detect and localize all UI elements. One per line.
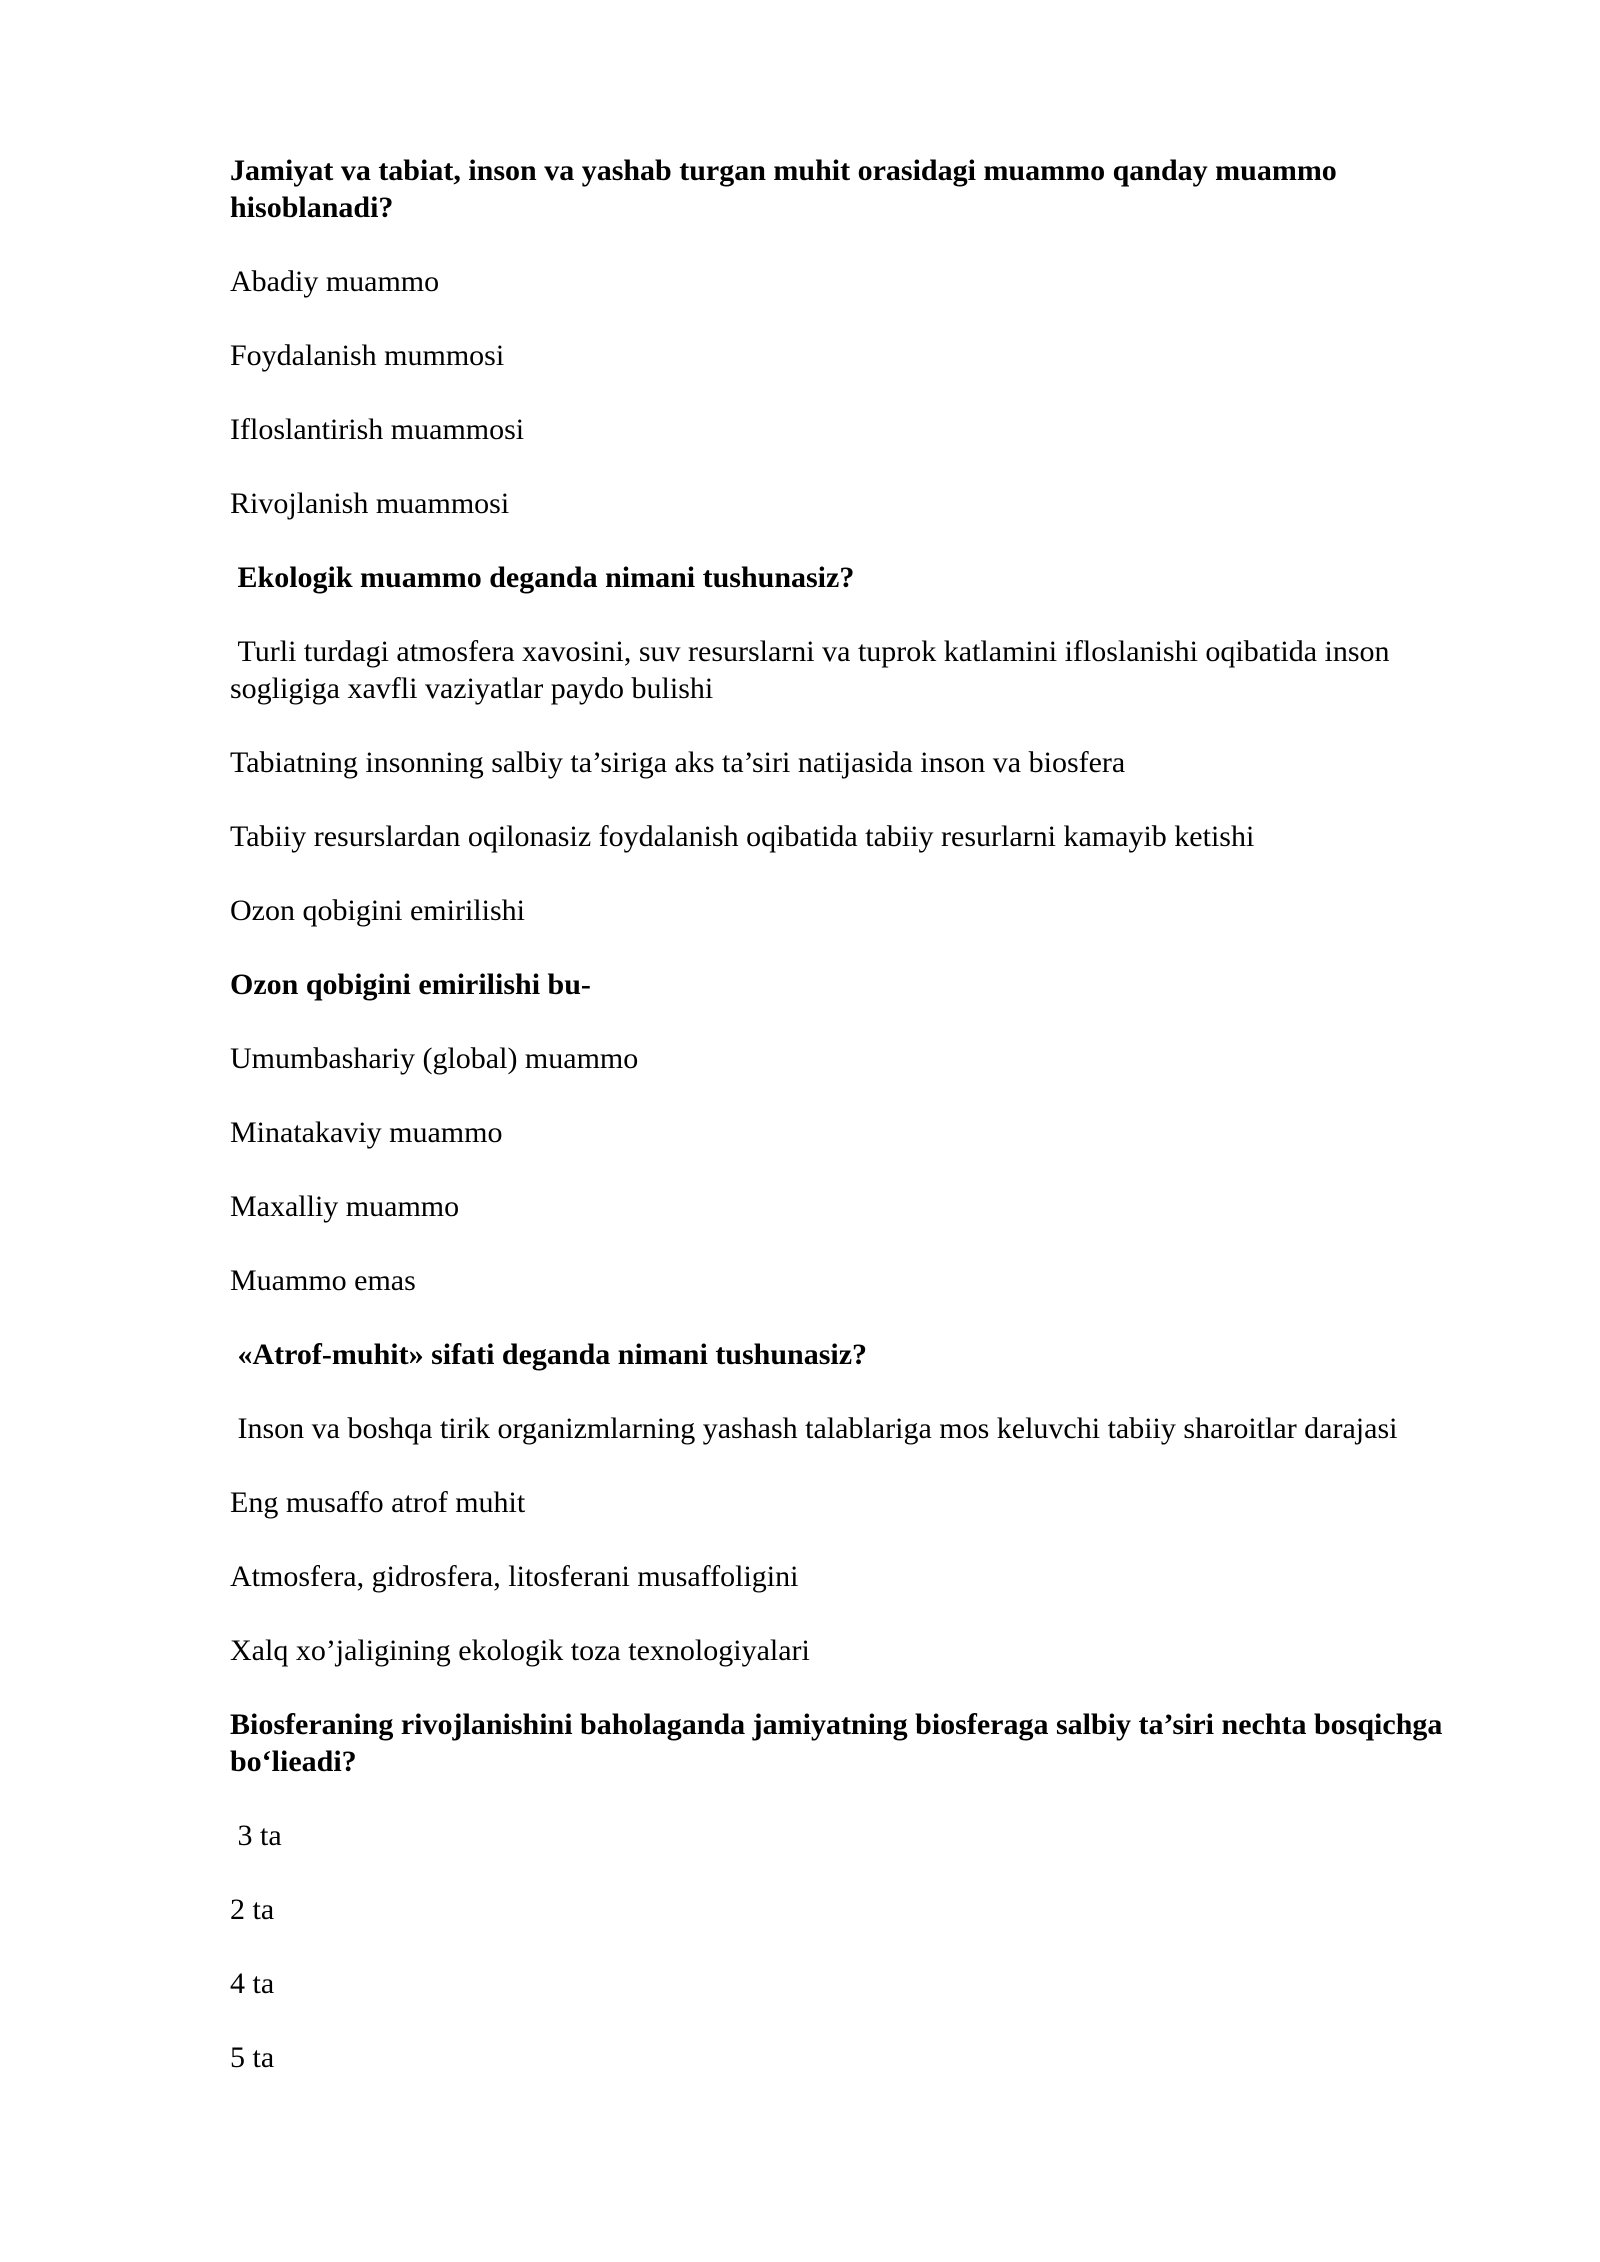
question-2-option-a: Turli turdagi atmosfera xavosini, suv resurslarni va tuprok katlamini ifloslanishi oqibatida inson sogligiga xavfli vaziyatlar paydo bulishi [230, 635, 1398, 705]
question-2-option-b: Tabiatning insonning salbiy ta’siriga aks ta’siri natijasida inson va biosfera [230, 746, 1126, 779]
question-1: Jamiyat va tabiat, inson va yashab turgan muhit orasidagi muammo qanday muammo hisoblanadi? [230, 154, 1345, 224]
question-3-option-c: Maxalliy muammo [230, 1190, 460, 1223]
question-3-option-b: Minatakaviy muammo [230, 1116, 503, 1149]
question-2: Ekologik muammo deganda nimani tushunasiz? [230, 561, 855, 594]
question-4-option-b: Eng musaffo atrof muhit [230, 1486, 526, 1519]
question-5-option-a: 3 ta [230, 1819, 282, 1852]
question-5: Biosferaning rivojlanishini baholaganda jamiyatning biosferaga salbiy ta’siri nechta bosqichga bo‘lieadi? [230, 1708, 1450, 1778]
question-1-option-a: Abadiy muammo [230, 265, 440, 298]
question-4: «Atrof-muhit» sifati deganda nimani tushunasiz? [230, 1338, 868, 1371]
question-5-option-c: 4 ta [230, 1967, 275, 2000]
question-4-option-d: Xalq xo’jaligining ekologik toza texnologiyalari [230, 1634, 810, 1667]
question-3-option-d: Muammo emas [230, 1264, 416, 1297]
question-4-option-a: Inson va boshqa tirik organizmlarning yashash talablariga mos keluvchi tabiiy sharoitlar darajasi [230, 1412, 1398, 1445]
question-3-option-a: Umumbashariy (global) muammo [230, 1042, 639, 1075]
question-4-option-c: Atmosfera, gidrosfera, litosferani musaffoligini [230, 1560, 799, 1593]
question-1-option-c: Ifloslantirish muammosi [230, 413, 525, 446]
question-1-option-b: Foydalanish mummosi [230, 339, 505, 372]
question-2-option-c: Tabiiy resurslardan oqilonasiz foydalanish oqibatida tabiiy resurlarni kamayib ketishi [230, 820, 1255, 853]
question-5-option-b: 2 ta [230, 1893, 275, 1926]
question-2-option-d: Ozon qobigini emirilishi [230, 894, 525, 927]
question-3: Ozon qobigini emirilishi bu- [230, 968, 591, 1001]
document-content [230, 152, 1500, 2113]
question-1-option-d: Rivojlanish muammosi [230, 487, 510, 520]
question-5-option-d: 5 ta [230, 2041, 275, 2074]
